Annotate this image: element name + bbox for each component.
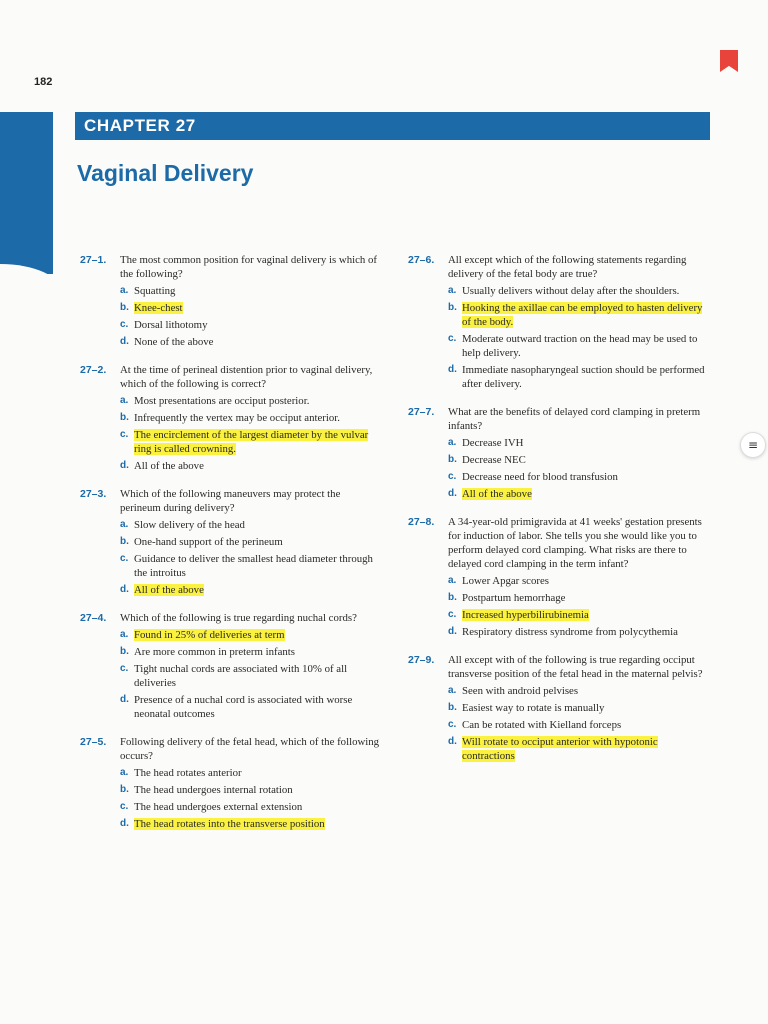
question-number: 27–4. [80,612,107,624]
option-text: Seen with android pelvises [462,685,579,697]
option-text-highlighted: Will rotate to occiput anterior with hypotonic contractions [462,736,658,762]
option-letter: c. [120,319,129,330]
answer-option [448,574,713,588]
option-letter: b. [120,536,129,547]
answer-option [120,284,380,298]
answer-option [120,301,380,315]
question [80,487,380,597]
option-text-highlighted: Found in 25% of deliveries at term [134,629,285,641]
answer-option [120,583,380,597]
option-text: Most presentations are occiput posterior. [134,395,310,407]
option-letter: a. [448,285,457,296]
question-number: 27–2. [80,364,107,376]
option-letter: b. [120,302,129,313]
answer-option [120,800,380,814]
option-text: All of the above [134,460,204,472]
option-letter: a. [448,437,457,448]
left-column [80,253,380,845]
option-letter: b. [120,412,129,423]
answer-option [448,436,713,450]
option-letter: c. [448,333,457,344]
question-text: Which of the following maneuvers may protect the perineum during delivery? [120,488,341,514]
option-text: Usually delivers without delay after the shoulders. [462,285,680,297]
answer-option [448,487,713,501]
answer-option [120,662,380,690]
answer-option [120,459,380,473]
option-letter: c. [448,471,457,482]
answer-option [448,684,713,698]
option-letter: d. [120,584,129,595]
answer-option [448,608,713,622]
option-text: Guidance to deliver the smallest head diameter through the introitus [134,553,373,579]
option-letter: a. [120,519,129,530]
option-text-highlighted: All of the above [134,584,204,596]
option-letter: c. [120,663,129,674]
option-letter: a. [448,685,457,696]
option-letter: c. [120,801,129,812]
question-text: The most common position for vaginal delivery is which of the following? [120,254,377,280]
option-letter: d. [448,626,457,637]
question [80,735,380,831]
option-text: Easiest way to rotate is manually [462,702,605,714]
answer-option [120,628,380,642]
answer-option [448,284,713,298]
option-letter: d. [448,488,457,499]
option-text: Decrease NEC [462,454,526,466]
answer-option [120,535,380,549]
question-text: Which of the following is true regarding nuchal cords? [120,612,357,624]
answer-option [120,428,380,456]
right-column [408,253,713,777]
chapter-title: Vaginal Delivery [77,160,254,186]
option-letter: b. [448,302,457,313]
option-letter: b. [448,592,457,603]
option-text: Presence of a nuchal cord is associated with worse neonatal outcomes [134,694,353,720]
answer-option [120,645,380,659]
option-letter: d. [120,694,129,705]
answer-option [448,701,713,715]
question [408,253,713,391]
option-letter: a. [448,575,457,586]
question [80,611,380,721]
answer-option [448,735,713,763]
question-number: 27–3. [80,488,107,500]
option-letter: a. [120,285,129,296]
answer-option [448,453,713,467]
option-letter: a. [120,629,129,640]
chapter-header-bar [75,112,710,140]
answer-option [448,718,713,732]
answer-option [448,363,713,391]
question-number: 27–8. [408,516,435,528]
question-number: 27–5. [80,736,107,748]
option-letter: d. [120,336,129,347]
side-band [0,112,53,274]
question-text: What are the benefits of delayed cord clamping in preterm infants? [448,406,701,432]
option-text: Decrease need for blood transfusion [462,471,618,483]
menu-icon[interactable]: ≡ [740,432,766,458]
question [80,363,380,473]
page-number: 182 [34,76,53,88]
option-text: Squatting [134,285,176,297]
question-text: Following delivery of the fetal head, which of the following occurs? [120,736,380,762]
option-letter: d. [120,818,129,829]
question-text: At the time of perineal distention prior to vaginal delivery, which of the following is correct? [120,364,373,390]
option-letter: b. [448,702,457,713]
option-text: Are more common in preterm infants [134,646,296,658]
question [408,653,713,763]
option-text: Slow delivery of the head [134,519,245,531]
option-letter: b. [120,646,129,657]
option-text-highlighted: Increased hyperbilirubinemia [462,609,589,621]
question [408,515,713,639]
option-text: Lower Apgar scores [462,575,549,587]
option-letter: b. [120,784,129,795]
option-letter: c. [120,553,129,564]
option-text: Infrequently the vertex may be occiput anterior. [134,412,340,424]
answer-option [448,301,713,329]
question [408,405,713,501]
answer-option [120,552,380,580]
option-text-highlighted: The encirclement of the largest diameter by the vulvar ring is called crowning. [134,429,369,455]
option-text: Respiratory distress syndrome from polycythemia [462,626,678,638]
chapter-label: CHAPTER 27 [84,116,196,135]
option-text: The head undergoes internal rotation [134,784,293,796]
answer-option [448,332,713,360]
bookmark-icon[interactable] [720,50,738,72]
answer-option [120,783,380,797]
option-letter: d. [448,736,457,747]
option-letter: c. [448,609,457,620]
option-text: One-hand support of the perineum [134,536,283,548]
option-text: Tight nuchal cords are associated with 10% of all deliveries [134,663,348,689]
option-text: Immediate nasopharyngeal suction should be performed after delivery. [462,364,705,390]
question-text: All except which of the following statements regarding delivery of the fetal body are true? [448,254,687,280]
answer-option [120,411,380,425]
question-text: A 34-year-old primigravida at 41 weeks' gestation presents for induction of labor. She tells you she would like you to perform delayed cord clamping. What risks are there to delayed cord clamping in the term infant? [448,516,702,570]
question-number: 27–6. [408,254,435,266]
question [80,253,380,349]
option-letter: d. [448,364,457,375]
option-letter: c. [120,429,129,440]
option-letter: d. [120,460,129,471]
answer-option [448,625,713,639]
answer-option [120,766,380,780]
option-text: The head undergoes external extension [134,801,303,813]
answer-option [120,518,380,532]
option-text: Moderate outward traction on the head may be used to help delivery. [462,333,698,359]
option-text: Dorsal lithotomy [134,319,208,331]
option-letter: b. [448,454,457,465]
answer-option [120,693,380,721]
option-letter: c. [448,719,457,730]
answer-option [120,394,380,408]
option-letter: a. [120,395,129,406]
option-text-highlighted: All of the above [462,488,532,500]
question-number: 27–1. [80,254,107,266]
question-text: All except with of the following is true regarding occiput transverse position of the fetal head in the maternal pelvis? [448,654,703,680]
option-text: Decrease IVH [462,437,524,449]
answer-option [120,817,380,831]
option-text: None of the above [134,336,214,348]
option-text: Can be rotated with Kielland forceps [462,719,622,731]
answer-option [120,318,380,332]
question-number: 27–9. [408,654,435,666]
option-text: Postpartum hemorrhage [462,592,566,604]
option-text-highlighted: The head rotates into the transverse position [134,818,325,830]
question-number: 27–7. [408,406,435,418]
answer-option [120,335,380,349]
option-text-highlighted: Knee-chest [134,302,183,314]
answer-option [448,591,713,605]
option-letter: a. [120,767,129,778]
answer-option [448,470,713,484]
option-text: The head rotates anterior [134,767,242,779]
option-text-highlighted: Hooking the axillae can be employed to hasten delivery of the body. [462,302,703,328]
